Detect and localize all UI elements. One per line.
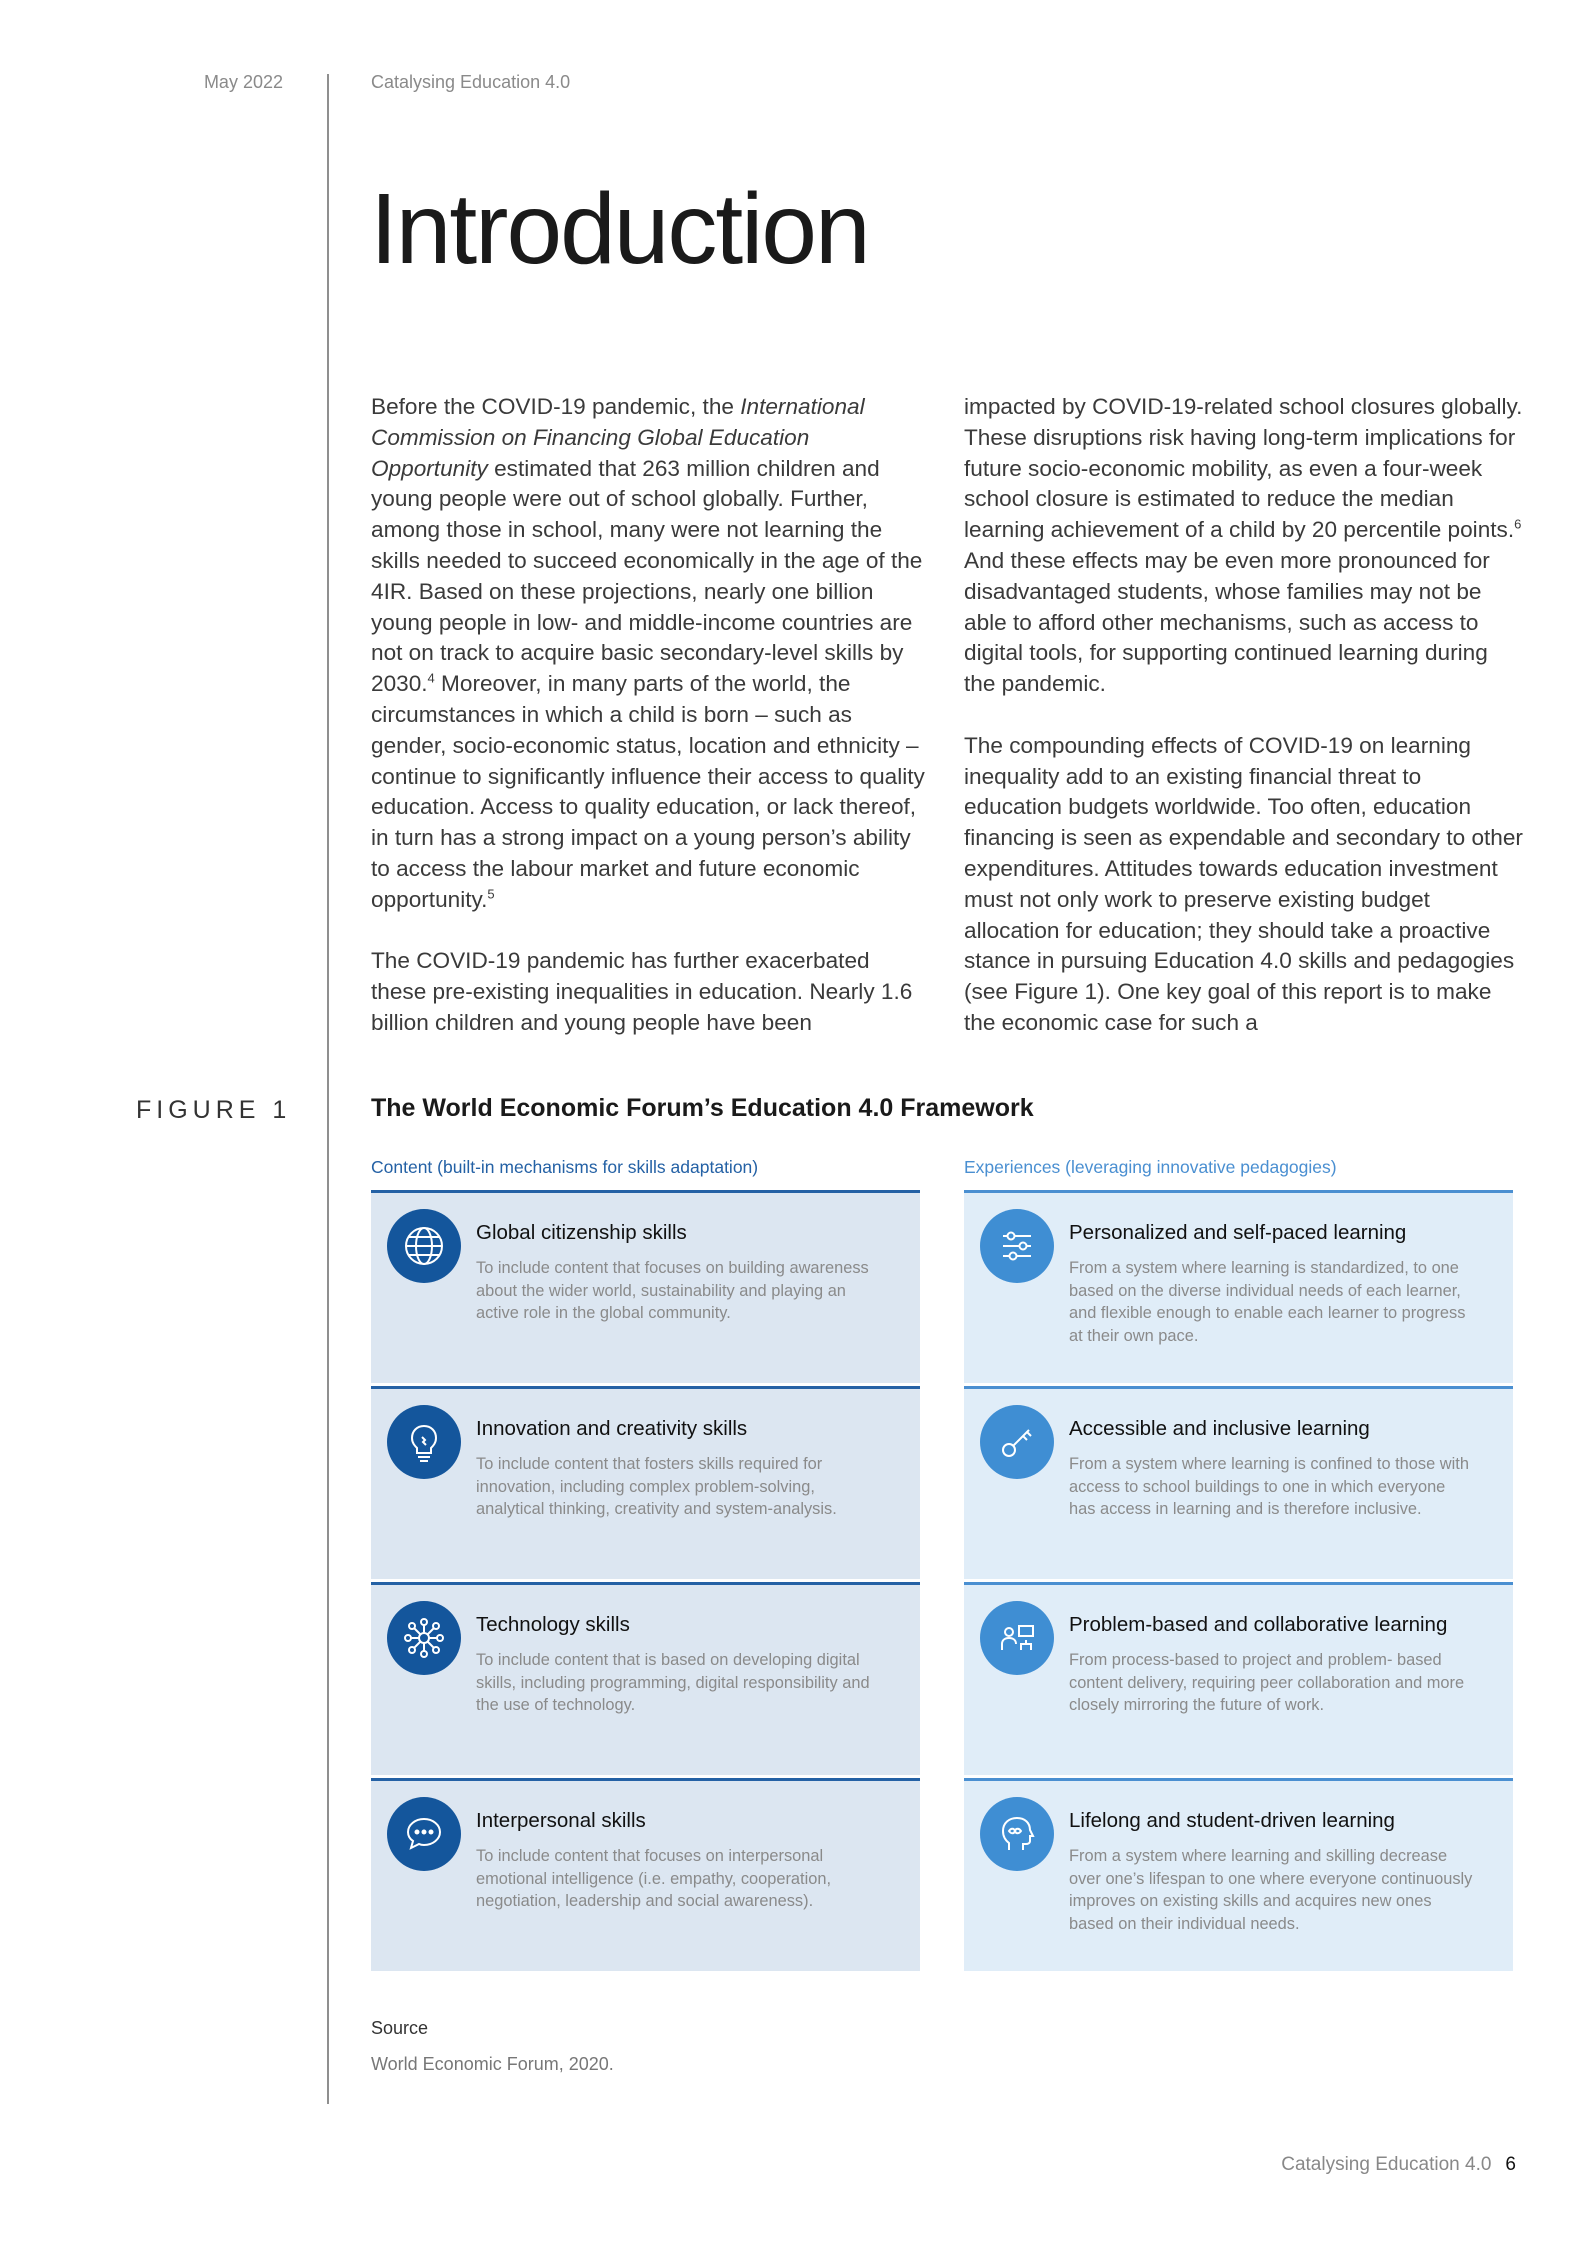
- key-icon: [980, 1405, 1054, 1479]
- card-title: Accessible and inclusive learning: [1069, 1417, 1370, 1440]
- source-label: Source: [371, 2018, 429, 2038]
- content-column-heading: Content (built-in mechanisms for skills adaptation): [371, 1157, 759, 1177]
- experience-card-personalized: [964, 1190, 1513, 1383]
- card-title: Global citizenship skills: [476, 1221, 687, 1244]
- footnote-ref: 5: [487, 886, 495, 902]
- collaboration-icon: [980, 1601, 1054, 1675]
- card-title: Technology skills: [476, 1613, 630, 1636]
- card-title: Lifelong and student-driven learning: [1069, 1809, 1395, 1832]
- footer-doc-title: Catalysing Education 4.0: [1281, 2154, 1492, 2175]
- experiences-column-heading: Experiences (leveraging innovative pedagogies): [964, 1157, 1337, 1177]
- footnote-ref: 6: [1514, 516, 1522, 532]
- card-title: Innovation and creativity skills: [476, 1417, 748, 1440]
- paragraph: The COVID-19 pandemic has further exacerbated these pre-existing inequalities in education. Nearly 1.6 billion children and young people have been: [371, 948, 913, 1035]
- content-card-technology: [371, 1582, 920, 1775]
- content-card-interpersonal: [371, 1778, 920, 1971]
- card-description: To include content that focuses on building awareness about the wider world, sustainability and playing an active role in the global community.: [476, 1259, 869, 1322]
- card-title: Problem-based and collaborative learning: [1069, 1613, 1448, 1636]
- vertical-rule: [327, 74, 329, 2104]
- speech-bubble-icon: [387, 1797, 461, 1871]
- lightbulb-icon: [387, 1405, 461, 1479]
- experience-card-lifelong: [964, 1778, 1513, 1971]
- card-description: From process-based to project and problem- based content delivery, requiring peer collaboration and more closely mirroring the future of work.: [1069, 1651, 1465, 1714]
- card-description: From a system where learning is standardized, to one based on the diverse individual needs of each learner, and flexible enough to enable each learner to progress at their own pace.: [1069, 1259, 1466, 1345]
- card-description: From a system where learning is confined to those with access to school buildings to one in which everyone has access in learning and is therefore inclusive.: [1069, 1455, 1469, 1518]
- body-column-right: [964, 392, 1524, 1070]
- content-card-innovation: [371, 1386, 920, 1579]
- experience-card-accessible: [964, 1386, 1513, 1579]
- card-title: Interpersonal skills: [476, 1809, 646, 1832]
- figure-label: FIGURE 1: [136, 1096, 292, 1124]
- card-description: From a system where learning and skilling decrease over one’s lifespan to one where everyone continuously improves on existing skills and acquires new ones based on their individual needs.: [1069, 1847, 1473, 1933]
- content-card-global-citizenship: [371, 1190, 920, 1383]
- head-infinity-icon: [980, 1797, 1054, 1871]
- page-title: Introduction: [370, 173, 869, 285]
- card-title: Personalized and self-paced learning: [1069, 1221, 1407, 1244]
- body-column-left: [371, 392, 931, 1070]
- figure-title: The World Economic Forum’s Education 4.0 Framework: [371, 1094, 1034, 1122]
- header-doc-title: Catalysing Education 4.0: [371, 72, 571, 92]
- paragraph: The compounding effects of COVID-19 on learning inequality add to an existing financial threat to education budgets worldwide. Too often, education financing is seen as expendable and secondary to other expenditures. Attitudes towards education investment must not only work to preserve existing budget allocation for education; they should take a proactive stance in pursuing Education 4.0 skills and pedagogies (see Figure 1). One key goal of this report is to make the economic case for such a: [964, 732, 1523, 1035]
- card-description: To include content that focuses on interpersonal emotional intelligence (i.e. empathy, cooperation, negotiation, leadership and social awareness).: [476, 1847, 832, 1910]
- circuit-icon: [387, 1601, 461, 1675]
- header-date: May 2022: [203, 72, 283, 92]
- globe-icon: [387, 1209, 461, 1283]
- sliders-icon: [980, 1209, 1054, 1283]
- paragraph: impacted by COVID-19-related school closures globally. These disruptions risk having long-term implications for future socio-economic mobility, as even a four-week school closure is estimated to reduce the median learning achievement of a child by 20 percentile points.$^6$ And these effects may be even more pronounced for disadvantaged students, whose families may not be able to afford other mechanisms, such as access to digital tools, for supporting continued learning during the pandemic.: [964, 394, 1523, 697]
- experience-card-problem-based: [964, 1582, 1513, 1775]
- footer: [1281, 2154, 1516, 2176]
- source-text: World Economic Forum, 2020.: [371, 2054, 614, 2074]
- card-description: To include content that is based on developing digital skills, including programming, digital responsibility and the use of technology.: [476, 1651, 870, 1714]
- page-number: 6: [1505, 2154, 1516, 2175]
- paragraph: Before the COVID-19 pandemic, the International Commission on Financing Global Education Opportunity estimated that 263 million children and young people were out of school globally. Further, among those in school, many were not learning the skills needed to succeed economically in the age of the 4IR. Based on these projections, nearly one billion young people in low- and middle-income countries are not on track to acquire basic secondary-level skills by 2030.$^4$ Moreover, in many parts of the world, the circumstances in which a child is born – such as gender, socio-economic status, location and ethnicity – continue to significantly influence their access to quality education. Access to quality education, or lack thereof, in turn has a strong impact on a young person’s ability to access the labour market and future economic opportunity.$^5$: [371, 394, 925, 912]
- footnote-ref: 4: [427, 670, 435, 686]
- card-description: To include content that fosters skills required for innovation, including complex problem-solving, analytical thinking, creativity and system-analysis.: [476, 1455, 837, 1518]
